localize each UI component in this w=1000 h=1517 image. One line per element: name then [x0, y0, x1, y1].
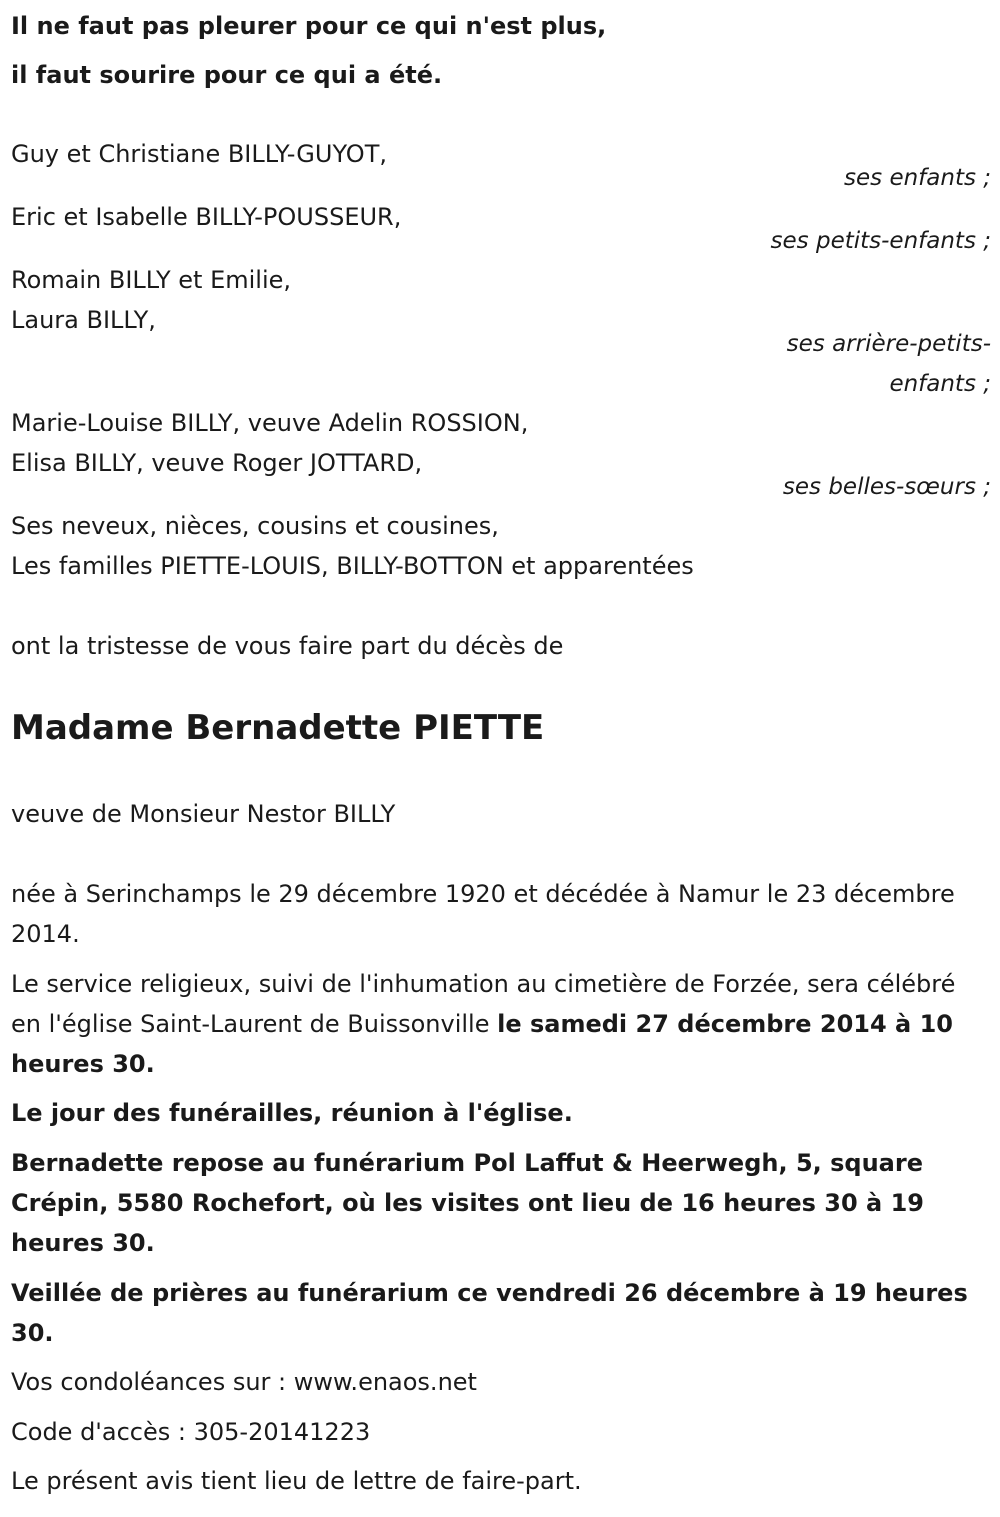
- family-others-1: Ses neveux, nièces, cousins et cousines,: [11, 512, 499, 540]
- relation-children: ses enfants ;: [844, 165, 991, 191]
- closing: Le présent avis tient lieu de lettre de faire-part.: [11, 1467, 582, 1495]
- family-sister-in-law-1: Marie-Louise BILLY, veuve Adelin ROSSION,: [11, 409, 529, 437]
- access-code: Code d'accès : 305-20141223: [11, 1418, 371, 1446]
- relation-great-grandchildren-1: ses arrière-petits-: [786, 331, 991, 357]
- service-text: Le service religieux, suivi de l'inhumation au cimetière de Forzée, sera célébré en l'église Saint-Laurent de Buissonville: [11, 970, 956, 1038]
- family-sister-in-law-2: Elisa BILLY, veuve Roger JOTTARD,: [11, 449, 423, 477]
- deceased-name: Madame Bernadette PIETTE: [11, 708, 545, 748]
- quote-line-1: Il ne faut pas pleurer pour ce qui n'est plus,: [11, 12, 607, 40]
- family-grandchildren: Eric et Isabelle BILLY-POUSSEUR,: [11, 203, 402, 231]
- birth-death: née à Serinchamps le 29 décembre 1920 et décédée à Namur le 23 décembre 2014.: [11, 880, 955, 948]
- family-great-grandchild-2: Laura BILLY,: [11, 306, 156, 334]
- family-others-2: Les familles PIETTE-LOUIS, BILLY-BOTTON et apparentées: [11, 552, 694, 580]
- quote-line-2: il faut sourire pour ce qui a été.: [11, 61, 443, 89]
- funeral-day: Le jour des funérailles, réunion à l'église.: [11, 1099, 573, 1127]
- family-children: Guy et Christiane BILLY-GUYOT,: [11, 140, 387, 168]
- condolences: Vos condoléances sur : www.enaos.net: [11, 1368, 477, 1396]
- announcement: ont la tristesse de vous faire part du décès de: [11, 632, 564, 660]
- deceased-spouse: veuve de Monsieur Nestor BILLY: [11, 800, 396, 828]
- relation-sisters-in-law: ses belles-sœurs ;: [782, 474, 991, 500]
- vigil-info: Veillée de prières au funérarium ce vendredi 26 décembre à 19 heures 30.: [11, 1279, 968, 1347]
- service-date: le samedi 27 décembre 2014 à 10 heures 30.: [11, 1010, 953, 1078]
- relation-grandchildren: ses petits-enfants ;: [770, 228, 991, 254]
- service-info: [11, 964, 991, 1084]
- family-great-grandchild-1: Romain BILLY et Emilie,: [11, 266, 292, 294]
- relation-great-grandchildren-2: enfants ;: [889, 371, 991, 397]
- rest-location: Bernadette repose au funérarium Pol Laffut & Heerwegh, 5, square Crépin, 5580 Rochefort, où les visites ont lieu de 16 heures 30 à 19 heures 30.: [11, 1149, 925, 1257]
